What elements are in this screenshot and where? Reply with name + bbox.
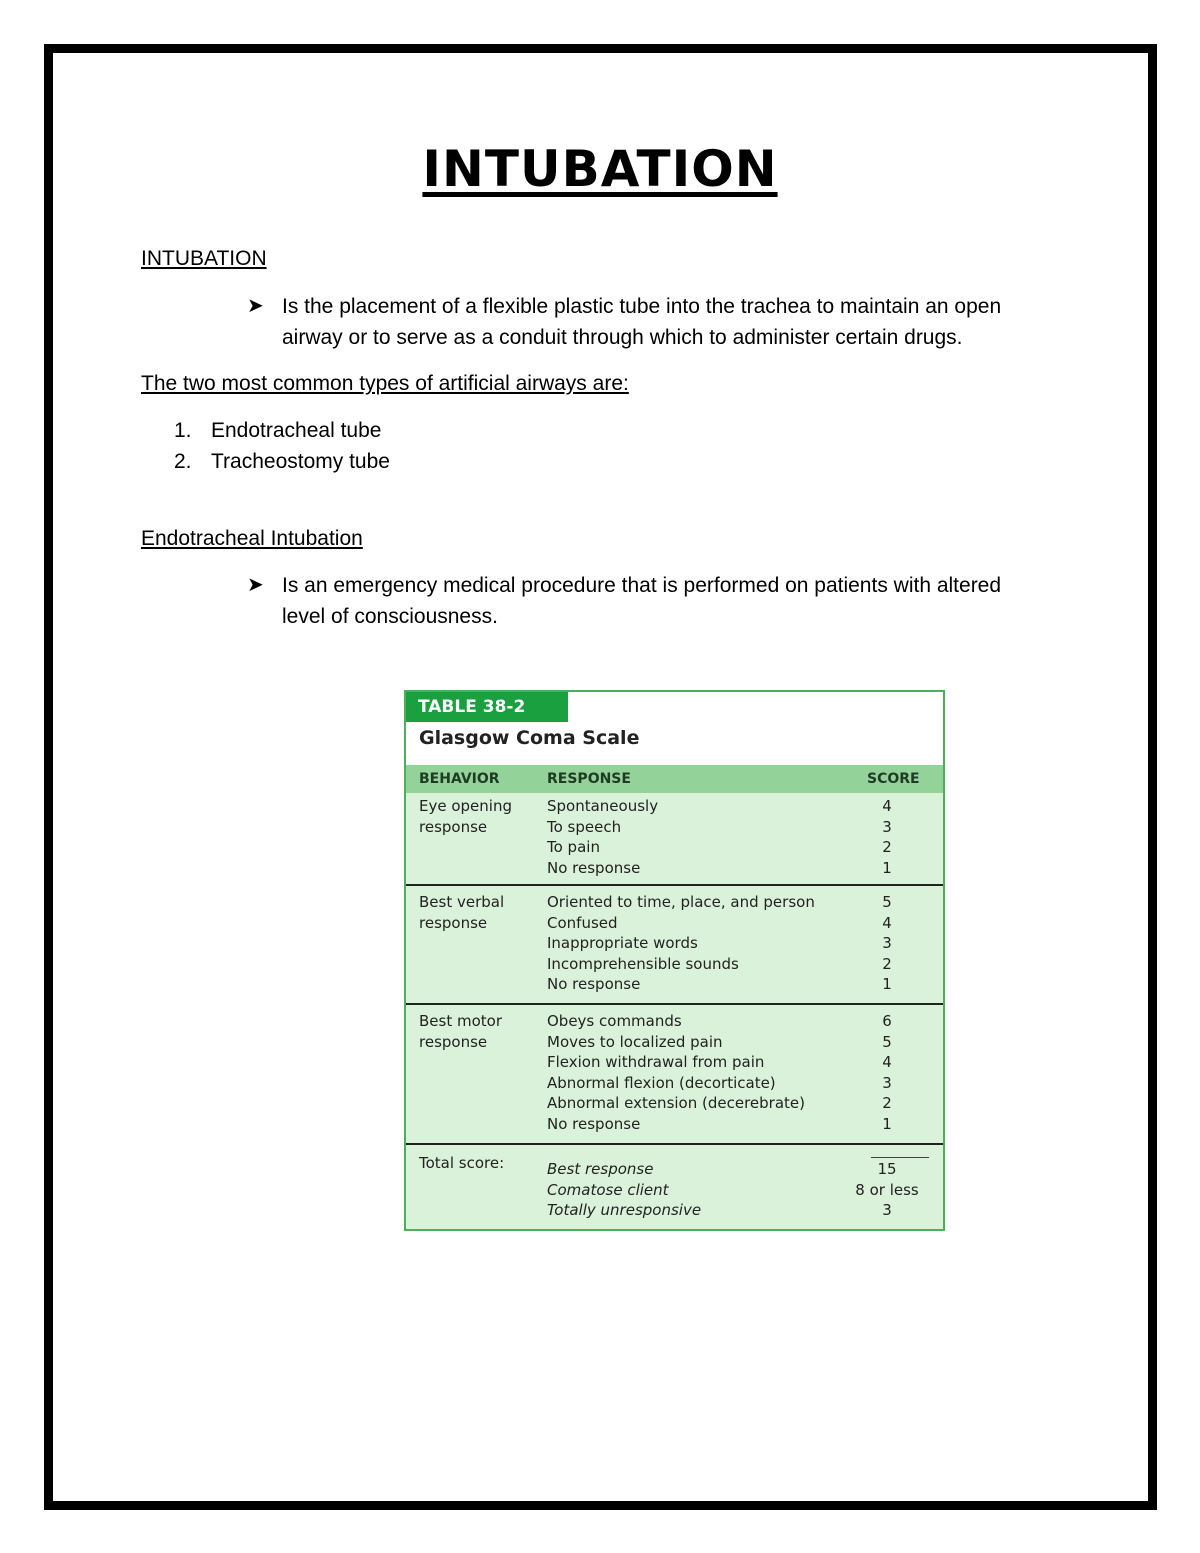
table-row: Obeys commands xyxy=(547,1012,682,1030)
arrow-bullet-icon: ➤ xyxy=(247,295,264,317)
bullet-intubation-definition xyxy=(247,291,1047,353)
table-header-row xyxy=(406,765,943,793)
bullet-endotracheal-definition xyxy=(247,570,1047,632)
header-score: SCORE xyxy=(867,771,920,787)
list-item: 1. Endotracheal tube xyxy=(174,419,382,442)
table-group-total: Total score: Best response Comatose client Totally unresponsive 15 8 or less 3 xyxy=(406,1145,943,1229)
table-row: Totally unresponsive xyxy=(547,1201,702,1219)
document-title: INTUBATION xyxy=(422,140,778,198)
table-row: Best response xyxy=(547,1160,654,1178)
section-heading-types: The two most common types of artificial airways are: xyxy=(141,372,629,395)
table-title: Glasgow Coma Scale xyxy=(419,727,640,749)
table-row: Spontaneously xyxy=(547,797,659,815)
bullet-text: Is an emergency medical procedure that is performed on patients with altered level of consciousness. xyxy=(282,574,1002,628)
airway-types-list xyxy=(174,415,390,477)
table-row: Oriented to time, place, and person xyxy=(547,893,815,911)
section-heading-endotracheal: Endotracheal Intubation xyxy=(141,527,363,550)
arrow-bullet-icon: ➤ xyxy=(247,574,264,596)
list-item: 2. Tracheostomy tube xyxy=(174,450,390,473)
table-row: No response xyxy=(547,975,641,993)
table-row: Abnormal flexion (decorticate) xyxy=(547,1073,776,1092)
table-row: Comatose client xyxy=(547,1180,669,1199)
table-row: Flexion withdrawal from pain xyxy=(547,1053,765,1071)
header-behavior: BEHAVIOR xyxy=(419,771,500,787)
sum-line xyxy=(871,1157,929,1158)
table-row: Incomprehensible sounds xyxy=(547,954,739,973)
table-group-motor: Best motor response Obeys commands Moves to localized pain Flexion withdrawal from pain Abnormal flexion (decorticate) Abnormal extension (decerebrate) No response 6 5 4 3 2 1 xyxy=(406,1005,943,1145)
table-row: Confused xyxy=(547,913,618,932)
section-heading-intubation: INTUBATION xyxy=(141,247,267,270)
table-group-verbal: Best verbal response Oriented to time, place, and person Confused Inappropriate words Incomprehensible sounds No response 5 4 3 2 1 xyxy=(406,886,943,1005)
glasgow-coma-scale-table xyxy=(404,690,945,1231)
bullet-text: Is the placement of a flexible plastic tube into the trachea to maintain an open airway or to serve as a conduit through which to administer certain drugs. xyxy=(282,295,1002,349)
table-row: Inappropriate words xyxy=(547,934,698,952)
table-group-eye: Eye opening response Spontaneously To speech To pain No response 4 3 2 1 xyxy=(406,793,943,886)
table-row: To speech xyxy=(547,817,622,836)
table-row: Moves to localized pain xyxy=(547,1032,723,1051)
table-row: No response xyxy=(547,1114,641,1133)
table-row: To pain xyxy=(547,838,600,856)
table-number-tag: TABLE 38-2 xyxy=(406,692,568,722)
table-row: Abnormal extension (decerebrate) xyxy=(547,1094,805,1112)
table-row: No response xyxy=(547,858,641,877)
header-response: RESPONSE xyxy=(547,771,631,787)
